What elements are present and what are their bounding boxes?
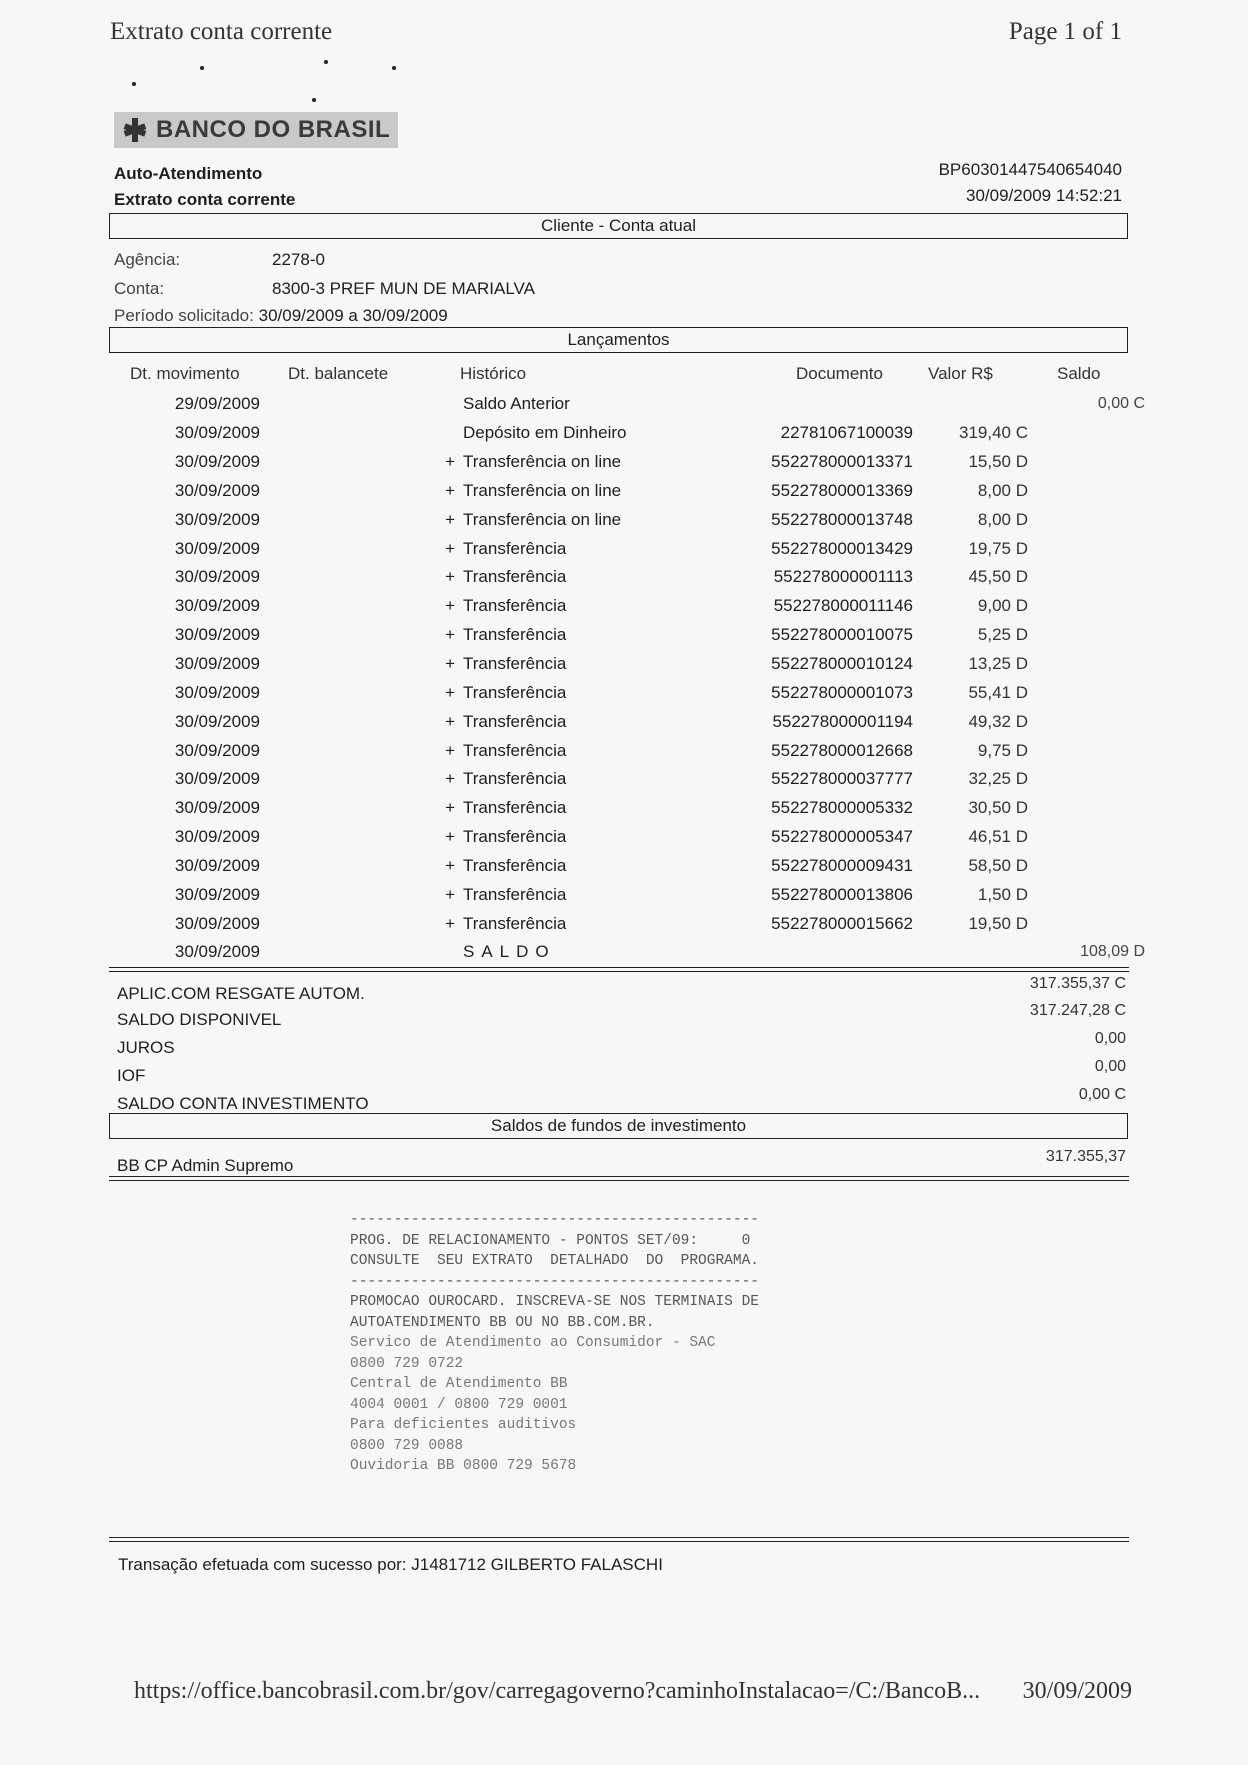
entry-date: 30/09/2009 <box>174 625 260 645</box>
entry-date: 30/09/2009 <box>174 452 260 472</box>
entry-balancete-date <box>260 852 420 881</box>
entry-document: 552278000005332 <box>771 798 913 818</box>
summary-value: 317.247,28 C <box>1029 1002 1126 1019</box>
notes-contact-line: Para deficientes auditivos <box>350 1417 577 1433</box>
funds-divider <box>109 1176 1129 1181</box>
table-row <box>110 563 1145 592</box>
entry-date: 30/09/2009 <box>174 682 260 702</box>
entry-date: 29/09/2009 <box>174 394 260 414</box>
entry-history: Transferência on line <box>463 452 622 472</box>
entry-value: 9,00 D <box>977 596 1028 616</box>
summary-value: 317.355,37 C <box>1029 975 1126 992</box>
entry-value: 49,32 D <box>968 711 1028 731</box>
entry-detail-marker: + <box>445 509 455 529</box>
entry-date: 30/09/2009 <box>174 855 260 875</box>
document-code: BP60301447540654040 <box>938 160 1122 179</box>
entry-history: Transferência <box>463 855 567 875</box>
entry-document: 552278000012668 <box>771 740 913 760</box>
entries-table <box>110 390 1145 967</box>
entry-date: 30/09/2009 <box>174 567 260 587</box>
entry-date: 30/09/2009 <box>174 711 260 731</box>
entry-balancete-date <box>260 477 420 506</box>
entry-detail-marker: + <box>445 567 455 587</box>
entry-value: 15,50 D <box>968 452 1028 472</box>
scan-speck <box>324 60 328 64</box>
notes-separator: ----------------------------------------------- <box>350 1212 759 1228</box>
entry-balance <box>1028 765 1145 794</box>
entry-history: Depósito em Dinheiro <box>463 423 627 443</box>
entry-date: 30/09/2009 <box>174 798 260 818</box>
entry-value: 30,50 D <box>968 798 1028 818</box>
scan-speck <box>132 82 136 86</box>
entry-balance <box>1028 621 1145 650</box>
entry-document: 552278000013429 <box>771 538 913 558</box>
period-value: 30/09/2009 a 30/09/2009 <box>258 306 448 325</box>
entry-history: Transferência <box>463 596 567 616</box>
entry-detail-marker: + <box>445 480 455 500</box>
entry-detail-marker <box>420 419 463 448</box>
entry-value: 8,00 D <box>977 509 1028 529</box>
period-row <box>114 306 448 326</box>
entry-date: 30/09/2009 <box>174 942 260 962</box>
entry-value: 9,75 D <box>977 740 1028 760</box>
scan-speck <box>392 66 396 70</box>
entry-history: Transferência <box>463 625 567 645</box>
entry-date: 30/09/2009 <box>174 423 260 443</box>
entry-history: Transferência <box>463 769 567 789</box>
entry-value: 8,00 D <box>977 480 1028 500</box>
account-value: 8300-3 PREF MUN DE MARIALVA <box>272 279 535 298</box>
entry-balance <box>1028 563 1145 592</box>
table-row <box>110 794 1145 823</box>
bank-logo-text: BANCO DO BRASIL <box>156 116 391 143</box>
entry-value: 32,25 D <box>968 769 1028 789</box>
entry-value: 46,51 D <box>968 827 1028 847</box>
notes-contact-line: Central de Atendimento BB <box>350 1376 568 1392</box>
entry-date: 30/09/2009 <box>174 596 260 616</box>
bank-logo <box>114 112 398 148</box>
entry-detail-marker: + <box>445 682 455 702</box>
col-saldo: Saldo <box>1057 364 1101 383</box>
entry-detail-marker: + <box>445 769 455 789</box>
entry-balance <box>1028 534 1145 563</box>
summary-label: JUROS <box>117 1038 175 1057</box>
entry-history: Transferência <box>463 654 567 674</box>
entry-document: 552278000010124 <box>771 654 913 674</box>
entry-balance <box>1028 852 1145 881</box>
table-row <box>110 707 1145 736</box>
entry-date: 30/09/2009 <box>174 538 260 558</box>
table-row <box>110 678 1145 707</box>
entry-balancete-date <box>260 938 420 967</box>
entry-history: Transferência <box>463 740 567 760</box>
entry-balance: 108,09 D <box>1080 943 1145 961</box>
summary-label: IOF <box>117 1066 146 1085</box>
table-row <box>110 823 1145 852</box>
entry-balancete-date <box>260 794 420 823</box>
entry-history: Transferência <box>463 682 567 702</box>
entry-value: 19,50 D <box>968 913 1028 933</box>
table-row <box>110 390 1145 419</box>
agency-value: 2278-0 <box>272 250 325 269</box>
entry-document: 552278000013371 <box>771 452 913 472</box>
table-row <box>110 477 1145 506</box>
period-label: Período solicitado: <box>114 306 254 325</box>
entry-balancete-date <box>260 823 420 852</box>
entry-balance <box>1028 505 1145 534</box>
summary-label: APLIC.COM RESGATE AUTOM. <box>117 984 365 1003</box>
entry-date: 30/09/2009 <box>174 827 260 847</box>
entry-document: 22781067100039 <box>780 423 913 443</box>
entry-value: 55,41 D <box>968 682 1028 702</box>
agency-label: Agência: <box>114 250 181 269</box>
table-row <box>110 736 1145 765</box>
entry-balance <box>1028 707 1145 736</box>
table-row <box>110 419 1145 448</box>
entry-history: SALDO <box>463 942 556 962</box>
table-row <box>110 938 1145 967</box>
table-row <box>110 592 1145 621</box>
table-row <box>110 621 1145 650</box>
entry-value: 19,75 D <box>968 538 1028 558</box>
entry-document: 552278000001194 <box>772 711 913 731</box>
entry-detail-marker: + <box>445 740 455 760</box>
entry-balance <box>1028 880 1145 909</box>
notes-promo-line: AUTOATENDIMENTO BB OU NO BB.COM.BR. <box>350 1314 655 1331</box>
entry-value: 1,50 D <box>977 884 1028 904</box>
table-row <box>110 765 1145 794</box>
scan-speck <box>312 98 316 102</box>
print-page-number: Page 1 of 1 <box>1008 18 1122 45</box>
entry-detail-marker <box>420 390 463 419</box>
entry-balance <box>1028 650 1145 679</box>
notes-block <box>350 1210 759 1477</box>
entry-document: 552278000037777 <box>771 769 913 789</box>
entry-date: 30/09/2009 <box>174 884 260 904</box>
entry-history: Transferência <box>463 798 567 818</box>
entry-history: Transferência <box>463 884 567 904</box>
entry-date: 30/09/2009 <box>174 654 260 674</box>
entry-value: 58,50 D <box>968 855 1028 875</box>
service-name: Auto-Atendimento <box>114 164 263 183</box>
footer-divider <box>109 1537 1129 1542</box>
notes-contact-line: 0800 729 0088 <box>350 1437 464 1454</box>
entry-detail-marker: + <box>445 855 455 875</box>
entry-document: 552278000010075 <box>771 625 913 645</box>
entry-detail-marker: + <box>445 884 455 904</box>
entry-balance <box>1028 823 1145 852</box>
entry-detail-marker: + <box>445 827 455 847</box>
entry-balancete-date <box>260 765 420 794</box>
print-footer-date: 30/09/2009 <box>1022 1678 1132 1704</box>
entry-history: Transferência <box>463 711 567 731</box>
table-row <box>110 448 1145 477</box>
print-header-title: Extrato conta corrente <box>110 18 333 45</box>
table-row <box>110 880 1145 909</box>
entry-balancete-date <box>260 736 420 765</box>
entry-balance <box>1028 736 1145 765</box>
scan-speck <box>200 66 204 70</box>
summary-label: SALDO DISPONIVEL <box>117 1010 282 1029</box>
col-documento: Documento <box>796 364 883 383</box>
notes-contact-line: Ouvidoria BB 0800 729 5678 <box>350 1458 577 1474</box>
entry-date: 30/09/2009 <box>174 913 260 933</box>
entry-balance <box>1028 794 1145 823</box>
col-dt-movimento: Dt. movimento <box>130 364 240 383</box>
entry-detail-marker: + <box>445 711 455 731</box>
funds-section-header <box>109 1113 1128 1139</box>
entry-balance <box>1028 419 1145 448</box>
entry-document: 552278000009431 <box>771 855 913 875</box>
entry-balancete-date <box>260 419 420 448</box>
summary-value: 0,00 <box>1094 1058 1126 1075</box>
entry-detail-marker: + <box>445 798 455 818</box>
entry-document: 552278000001073 <box>771 682 913 702</box>
entry-document: 552278000013806 <box>771 884 913 904</box>
entry-value: 13,25 D <box>968 654 1028 674</box>
funds-section-title: Saldos de fundos de investimento <box>490 1116 747 1135</box>
table-row <box>110 852 1145 881</box>
entry-detail-marker: + <box>445 538 455 558</box>
entry-balance <box>1028 678 1145 707</box>
col-dt-balancete: Dt. balancete <box>288 364 389 383</box>
table-row <box>110 505 1145 534</box>
entry-value: 319,40 C <box>959 423 1028 443</box>
entry-document: 552278000011146 <box>773 596 913 616</box>
summary-value: 0,00 <box>1094 1030 1126 1047</box>
client-section-title: Cliente - Conta atual <box>541 216 696 235</box>
entry-value <box>913 390 1028 419</box>
entry-balancete-date <box>260 909 420 938</box>
notes-contact-line: 0800 729 0722 <box>350 1355 464 1372</box>
entry-history: Transferência <box>463 538 567 558</box>
transaction-confirmation: Transação efetuada com sucesso por: J1481712 GILBERTO FALASCHI <box>118 1555 663 1574</box>
entries-section-title: Lançamentos <box>567 330 670 349</box>
entry-balancete-date <box>260 534 420 563</box>
entry-balance: 0,00 C <box>1097 395 1145 413</box>
notes-prog-line: PROG. DE RELACIONAMENTO - PONTOS SET/09: 0 <box>350 1232 751 1249</box>
entries-section-header <box>109 327 1128 353</box>
entry-balancete-date <box>260 678 420 707</box>
entry-document: 552278000001113 <box>773 567 913 587</box>
notes-separator: ----------------------------------------------- <box>350 1273 759 1290</box>
entry-balancete-date <box>260 621 420 650</box>
entry-detail-marker: + <box>445 452 455 472</box>
fund-label: BB CP Admin Supremo <box>117 1156 294 1175</box>
entry-history: Transferência <box>463 913 567 933</box>
document-timestamp: 30/09/2009 14:52:21 <box>966 186 1122 205</box>
entry-document <box>733 938 913 967</box>
entry-date: 30/09/2009 <box>174 509 260 529</box>
entry-value: 5,25 D <box>977 625 1028 645</box>
entry-date: 30/09/2009 <box>174 769 260 789</box>
document-title: Extrato conta corrente <box>114 190 296 209</box>
entry-history: Transferência <box>463 567 567 587</box>
entry-history: Transferência <box>463 827 567 847</box>
entry-document: 552278000015662 <box>771 913 913 933</box>
entry-history: Transferência on line <box>463 509 622 529</box>
entry-balancete-date <box>260 592 420 621</box>
entry-balancete-date <box>260 707 420 736</box>
entry-value <box>913 938 1028 967</box>
entry-detail-marker <box>420 938 463 967</box>
col-historico: Histórico <box>460 364 527 383</box>
entry-balancete-date <box>260 448 420 477</box>
entry-balancete-date <box>260 390 420 419</box>
summary-value: 0,00 C <box>1078 1086 1126 1103</box>
entry-history: Transferência on line <box>463 480 622 500</box>
entry-balancete-date <box>260 563 420 592</box>
entries-divider <box>109 967 1129 972</box>
notes-promo-line: PROMOCAO OUROCARD. INSCREVA-SE NOS TERMINAIS DE <box>350 1294 759 1310</box>
notes-contact-line: Servico de Atendimento ao Consumidor - SAC <box>350 1335 716 1351</box>
entry-balance <box>1028 477 1145 506</box>
entry-history: Saldo Anterior <box>463 394 570 414</box>
table-row <box>110 534 1145 563</box>
entry-balance <box>1028 909 1145 938</box>
table-row <box>110 650 1145 679</box>
entry-value: 45,50 D <box>968 567 1028 587</box>
entry-balance <box>1028 592 1145 621</box>
entry-balancete-date <box>260 505 420 534</box>
entry-detail-marker: + <box>445 654 455 674</box>
entry-detail-marker: + <box>445 625 455 645</box>
entry-document: 552278000013369 <box>771 480 913 500</box>
entry-balance <box>1028 448 1145 477</box>
notes-contact-line: 4004 0001 / 0800 729 0001 <box>350 1396 568 1413</box>
entry-document <box>733 390 913 419</box>
entry-detail-marker: + <box>445 596 455 616</box>
account-label: Conta: <box>114 279 165 298</box>
entry-balancete-date <box>260 880 420 909</box>
entry-balancete-date <box>260 650 420 679</box>
col-valor: Valor R$ <box>928 364 993 383</box>
entry-date: 30/09/2009 <box>174 740 260 760</box>
entry-date: 30/09/2009 <box>174 480 260 500</box>
summary-label: SALDO CONTA INVESTIMENTO <box>117 1094 369 1113</box>
entry-document: 552278000005347 <box>771 827 913 847</box>
table-row <box>110 909 1145 938</box>
entry-detail-marker: + <box>445 913 455 933</box>
fund-value: 317.355,37 <box>1045 1148 1126 1165</box>
client-section-header <box>109 213 1128 239</box>
bb-logo-icon <box>122 117 148 143</box>
print-footer-url: https://office.bancobrasil.com.br/gov/carregagoverno?caminhoInstalacao=/C:/BancoB... <box>134 1678 981 1704</box>
entry-document: 552278000013748 <box>771 509 913 529</box>
notes-prog-line: CONSULTE SEU EXTRATO DETALHADO DO PROGRAMA. <box>350 1253 759 1269</box>
